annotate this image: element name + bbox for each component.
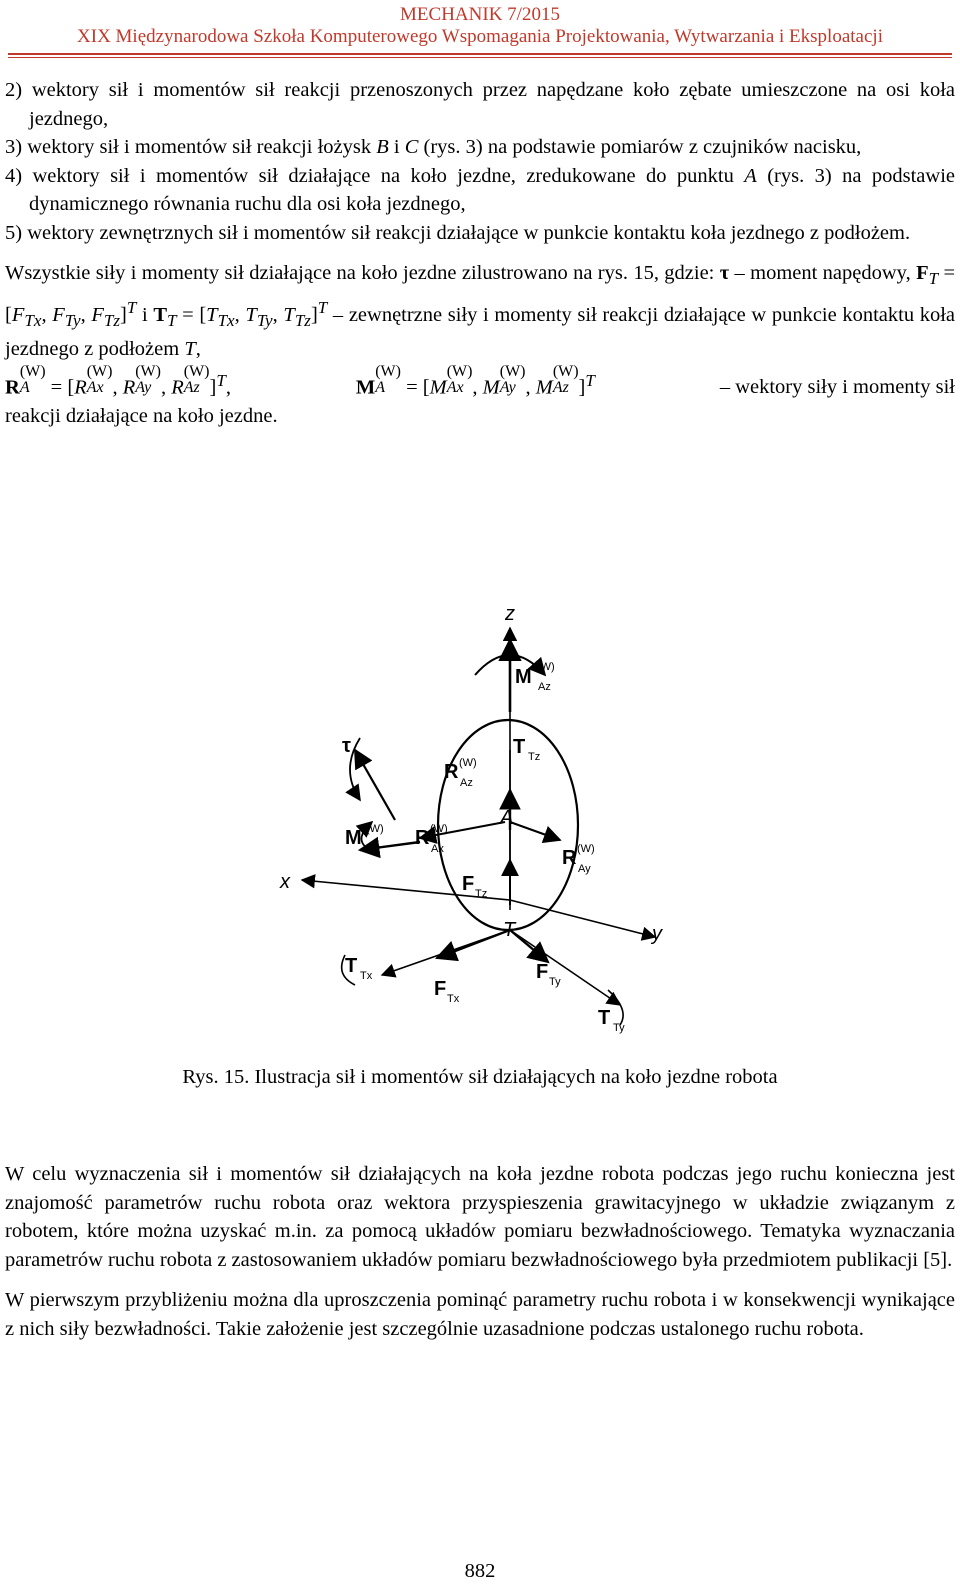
svg-text:(W): (W) [366,823,384,835]
svg-text:M: M [345,827,362,849]
label-tty [598,1007,625,1034]
label-ttz [513,736,540,763]
label-rax [415,823,448,855]
svg-text:Ay: Ay [578,863,591,875]
paragraph-forces-end: reakcji działające na koło jezdne. [5,404,278,427]
svg-text:Tx: Tx [360,970,373,982]
journal-title: MECHANIK 7/2015 [400,4,560,25]
list-item-2: 2) wektory sił i momentów sił reakcji przenoszonych przez napędzane koło zębate umieszczone na osi koła jezdnego, [5,79,955,130]
label-A: A [500,807,514,829]
svg-text:T: T [598,1007,611,1029]
figure-15 [270,595,690,1045]
paragraph-inertial: W celu wyznaczenia sił i momentów sił działających na koła jezdne robota podczas jego ruchu konieczna jest znajomość parametrów ruchu robota oraz wektora przyspieszenia grawitacyjnego w układzie związanym z robotem, które można uzyskać m.in. za pomocą układów pomiaru bezwładnościowego. Tematyka wyznaczania parametrów ruchu robota z zastosowaniem układów pomiaru bezwładnościowego była przedmiotem publikacji [5]. [5,1163,955,1271]
figure-caption: Rys. 15. Ilustracja sił i momentów sił działających na koło jezdne robota [182,1066,778,1088]
label-raz [444,757,477,789]
svg-text:Ty: Ty [549,976,561,988]
svg-text:Ax: Ax [431,843,444,855]
tau-arrow [355,750,395,820]
list-item-5: 5) wektory zewnętrznych sił i momentów sił reakcji działające w punkcie kontaktu koła jezdnego z podłożem. [5,221,911,244]
svg-text:R: R [444,761,459,783]
header-rule [8,53,952,55]
list-item-4: 4) wektory sił i momentów sił działające na koło jezdne, zredukowane do punktu A (rys. 3) na podstawie dynamicznego równania ruchu dla osi koła jezdnego, [5,164,955,215]
svg-text:M: M [515,666,532,688]
y-axis [510,900,655,937]
svg-text:Tz: Tz [475,888,488,900]
svg-text:(W): (W) [430,823,448,835]
label-tau: τ [342,735,351,757]
svg-text:(W): (W) [577,843,595,855]
svg-text:F: F [434,978,447,1000]
page-number: 882 [464,1560,496,1582]
paragraph-approximation: W pierwszym przybliżeniu można dla uproszczenia pominąć parametry ruchu robota i w konsekwencji wynikające z nich siły bezwładności. Takie założenie jest szczególnie uzasadnione podczas ustalonego ruchu robota. [5,1289,955,1340]
tty-arc [608,990,623,1025]
svg-text:F: F [462,873,475,895]
label-x: x [280,871,290,893]
svg-text:Az: Az [538,681,551,693]
label-z: z [505,603,515,625]
label-ttx [345,955,373,982]
equation-R: R (W) A = [R (W) Ax , R (W) Ay , R (W) Az ]$^T$, [5,362,231,399]
svg-text:F: F [536,961,549,983]
label-y: y [652,923,662,945]
ftx-arrow [437,930,510,958]
equation-M: M (W) A = [M (W) Ax , M (W) Ay , M (W) Az ]$^T$ [355,362,595,399]
contact-line-y [510,930,620,1005]
label-ftx [434,978,460,1005]
list-item-3: 3) wektory sił i momentów sił reakcji łożysk B i C (rys. 3) na podstawie pomiarów z czujników nacisku, [5,136,862,158]
svg-text:Ax: Ax [367,843,380,855]
conference-title: XIX Międzynarodowa Szkoła Komputerowego Wspomagania Projektowania, Wytwarzania i Eksploatacji [77,26,883,47]
paragraph-forces: Wszystkie siły i momenty sił działające na koło jezdne zilustrowano na rys. 15, gdzie: τ – moment napędowy, $F_T = [F_{Tx}$, $F_{Ty}$, $F_{Tz}]^T$ i $T_T = [T_{Tx}$, $T_{Ty}$, $T_{Tz}]^T$ – zewnętrzne siły i momenty sił reakcji działające w punkcie kontaktu koła jezdnego z podłożem T, [5,262,956,361]
header-rule-thin [8,57,952,58]
svg-text:Tx: Tx [447,993,460,1005]
svg-text:(W): (W) [459,757,477,769]
svg-text:(W): (W) [537,661,555,673]
svg-text:Az: Az [460,777,473,789]
svg-text:T: T [345,955,358,977]
label-ray [562,843,595,875]
svg-text:Ty: Ty [613,1022,625,1034]
svg-text:Tz: Tz [528,751,541,763]
running-header [0,4,960,48]
label-fty [536,961,561,988]
lower-text [5,1160,955,1343]
svg-text:R: R [562,847,577,869]
equation-tail: – wektory siły i momenty sił [719,376,955,399]
equation-line [5,364,955,402]
svg-text:R: R [415,827,430,849]
ray-arrow [510,822,560,840]
fty-arrow [510,930,548,962]
upper-text [5,76,955,430]
svg-text:T: T [513,736,526,758]
label-T: T [503,919,516,941]
tau-arc [350,738,360,800]
